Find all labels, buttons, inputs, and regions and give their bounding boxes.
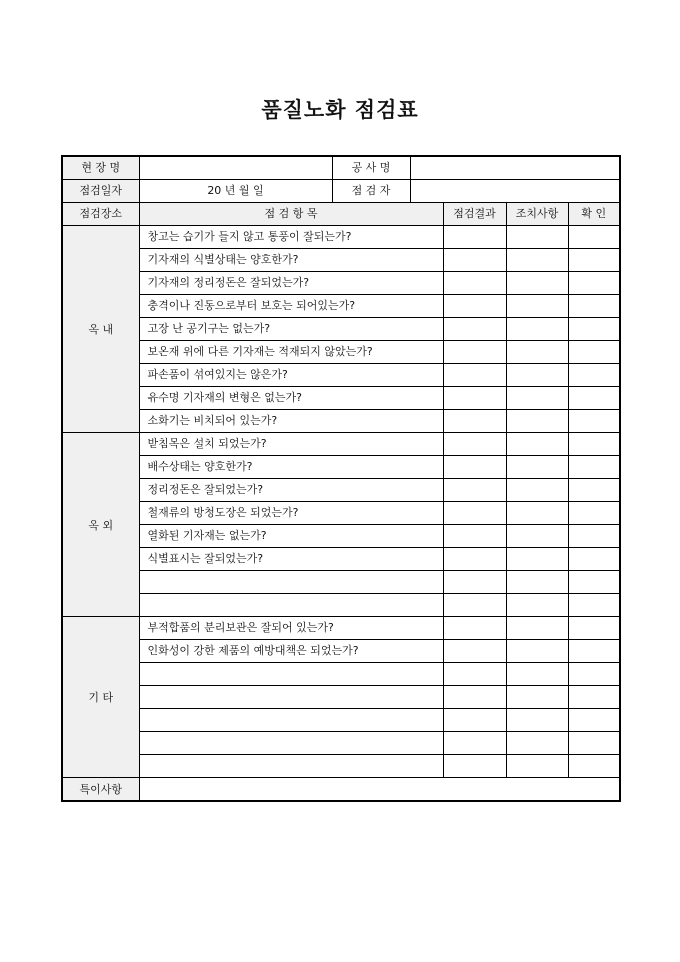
result-cell[interactable] [443, 686, 506, 709]
item-row [62, 433, 620, 456]
result-cell[interactable] [443, 502, 506, 525]
action-cell[interactable] [506, 456, 568, 479]
check-item: 파손품이 섞여있지는 않은가? [139, 364, 443, 387]
confirm-cell[interactable] [568, 640, 620, 663]
check-item [139, 686, 443, 709]
action-cell[interactable] [506, 433, 568, 456]
col-action: 조치사항 [506, 203, 568, 226]
action-cell[interactable] [506, 548, 568, 571]
inspection-table [61, 155, 621, 802]
item-row [62, 502, 620, 525]
action-cell[interactable] [506, 364, 568, 387]
result-cell[interactable] [443, 456, 506, 479]
check-item: 배수상태는 양호한가? [139, 456, 443, 479]
action-cell[interactable] [506, 686, 568, 709]
confirm-cell[interactable] [568, 732, 620, 755]
item-row [62, 387, 620, 410]
section-label: 기 타 [62, 617, 139, 778]
result-cell[interactable] [443, 433, 506, 456]
check-item: 기자재의 식별상태는 양호한가? [139, 249, 443, 272]
item-row [62, 249, 620, 272]
item-row [62, 410, 620, 433]
site-value[interactable] [139, 156, 332, 180]
confirm-cell[interactable] [568, 594, 620, 617]
result-cell[interactable] [443, 594, 506, 617]
result-cell[interactable] [443, 755, 506, 778]
item-row [62, 617, 620, 640]
confirm-cell[interactable] [568, 387, 620, 410]
check-item [139, 571, 443, 594]
date-row [62, 180, 620, 203]
section-label: 옥 외 [62, 433, 139, 617]
col-items: 점 검 항 목 [139, 203, 443, 226]
confirm-cell[interactable] [568, 341, 620, 364]
remarks-field[interactable] [139, 778, 620, 802]
action-cell[interactable] [506, 410, 568, 433]
check-item: 받침목은 설치 되었는가? [139, 433, 443, 456]
item-row [62, 318, 620, 341]
confirm-cell[interactable] [568, 249, 620, 272]
action-cell[interactable] [506, 318, 568, 341]
result-cell[interactable] [443, 410, 506, 433]
check-item: 소화기는 비치되어 있는가? [139, 410, 443, 433]
item-row [62, 295, 620, 318]
check-item [139, 663, 443, 686]
action-cell[interactable] [506, 295, 568, 318]
page-title: 품질노화 점검표 [261, 98, 419, 122]
item-row [62, 594, 620, 617]
confirm-cell[interactable] [568, 456, 620, 479]
action-cell[interactable] [506, 525, 568, 548]
check-item: 철재류의 방청도장은 되었는가? [139, 502, 443, 525]
check-item: 고장 난 공기구는 없는가? [139, 318, 443, 341]
check-item: 기자재의 정리정돈은 잘되었는가? [139, 272, 443, 295]
item-row [62, 272, 620, 295]
item-row [62, 364, 620, 387]
project-value[interactable] [410, 156, 620, 180]
confirm-cell[interactable] [568, 272, 620, 295]
result-cell[interactable] [443, 249, 506, 272]
confirm-cell[interactable] [568, 502, 620, 525]
confirm-cell[interactable] [568, 479, 620, 502]
column-header-row [62, 203, 620, 226]
col-confirm: 확 인 [568, 203, 620, 226]
confirm-cell[interactable] [568, 525, 620, 548]
result-cell[interactable] [443, 709, 506, 732]
action-cell[interactable] [506, 594, 568, 617]
section-label: 옥 내 [62, 226, 139, 433]
date-value[interactable]: 20 년 월 일 [139, 180, 332, 203]
check-item: 인화성이 강한 제품의 예방대책은 되었는가? [139, 640, 443, 663]
confirm-cell[interactable] [568, 617, 620, 640]
action-cell[interactable] [506, 617, 568, 640]
item-row [62, 341, 620, 364]
item-row [62, 226, 620, 249]
result-cell[interactable] [443, 318, 506, 341]
result-cell[interactable] [443, 732, 506, 755]
confirm-cell[interactable] [568, 755, 620, 778]
site-label: 현 장 명 [62, 156, 139, 180]
confirm-cell[interactable] [568, 548, 620, 571]
check-item: 창고는 습기가 들지 않고 통풍이 잘되는가? [139, 226, 443, 249]
item-row [62, 525, 620, 548]
action-cell[interactable] [506, 640, 568, 663]
check-item: 부적합품의 분리보관은 잘되어 있는가? [139, 617, 443, 640]
confirm-cell[interactable] [568, 410, 620, 433]
action-cell[interactable] [506, 502, 568, 525]
item-row [62, 732, 620, 755]
action-cell[interactable] [506, 272, 568, 295]
check-item: 열화된 기자재는 없는가? [139, 525, 443, 548]
col-result: 점검결과 [443, 203, 506, 226]
date-label: 점검일자 [62, 180, 139, 203]
result-cell[interactable] [443, 548, 506, 571]
item-row [62, 640, 620, 663]
remarks-label: 특이사항 [62, 778, 139, 802]
result-cell[interactable] [443, 295, 506, 318]
action-cell[interactable] [506, 709, 568, 732]
action-cell[interactable] [506, 249, 568, 272]
action-cell[interactable] [506, 387, 568, 410]
check-item: 충격이나 진동으로부터 보호는 되어있는가? [139, 295, 443, 318]
check-item [139, 709, 443, 732]
confirm-cell[interactable] [568, 571, 620, 594]
confirm-cell[interactable] [568, 433, 620, 456]
item-row [62, 548, 620, 571]
project-label: 공 사 명 [332, 156, 410, 180]
result-cell[interactable] [443, 341, 506, 364]
confirm-cell[interactable] [568, 686, 620, 709]
check-item: 보온재 위에 다른 기자재는 적재되지 않았는가? [139, 341, 443, 364]
confirm-cell[interactable] [568, 226, 620, 249]
check-item [139, 594, 443, 617]
item-row [62, 663, 620, 686]
inspector-label: 점 검 자 [332, 180, 410, 203]
col-place: 점검장소 [62, 203, 139, 226]
result-cell[interactable] [443, 663, 506, 686]
result-cell[interactable] [443, 525, 506, 548]
remarks-row [62, 778, 620, 802]
item-row [62, 709, 620, 732]
site-row [62, 156, 620, 180]
inspector-value[interactable] [410, 180, 620, 203]
action-cell[interactable] [506, 755, 568, 778]
action-cell[interactable] [506, 732, 568, 755]
check-item [139, 755, 443, 778]
confirm-cell[interactable] [568, 709, 620, 732]
result-cell[interactable] [443, 617, 506, 640]
item-row [62, 686, 620, 709]
confirm-cell[interactable] [568, 663, 620, 686]
check-item: 식별표시는 잘되었는가? [139, 548, 443, 571]
result-cell[interactable] [443, 479, 506, 502]
result-cell[interactable] [443, 364, 506, 387]
check-item [139, 732, 443, 755]
action-cell[interactable] [506, 571, 568, 594]
item-row [62, 456, 620, 479]
result-cell[interactable] [443, 387, 506, 410]
action-cell[interactable] [506, 479, 568, 502]
item-row [62, 479, 620, 502]
result-cell[interactable] [443, 226, 506, 249]
check-item: 정리정돈은 잘되었는가? [139, 479, 443, 502]
confirm-cell[interactable] [568, 364, 620, 387]
action-cell[interactable] [506, 226, 568, 249]
action-cell[interactable] [506, 341, 568, 364]
confirm-cell[interactable] [568, 318, 620, 341]
check-item: 유수명 기자재의 변형은 없는가? [139, 387, 443, 410]
action-cell[interactable] [506, 663, 568, 686]
confirm-cell[interactable] [568, 295, 620, 318]
item-row [62, 571, 620, 594]
result-cell[interactable] [443, 571, 506, 594]
item-row [62, 755, 620, 778]
result-cell[interactable] [443, 272, 506, 295]
result-cell[interactable] [443, 640, 506, 663]
